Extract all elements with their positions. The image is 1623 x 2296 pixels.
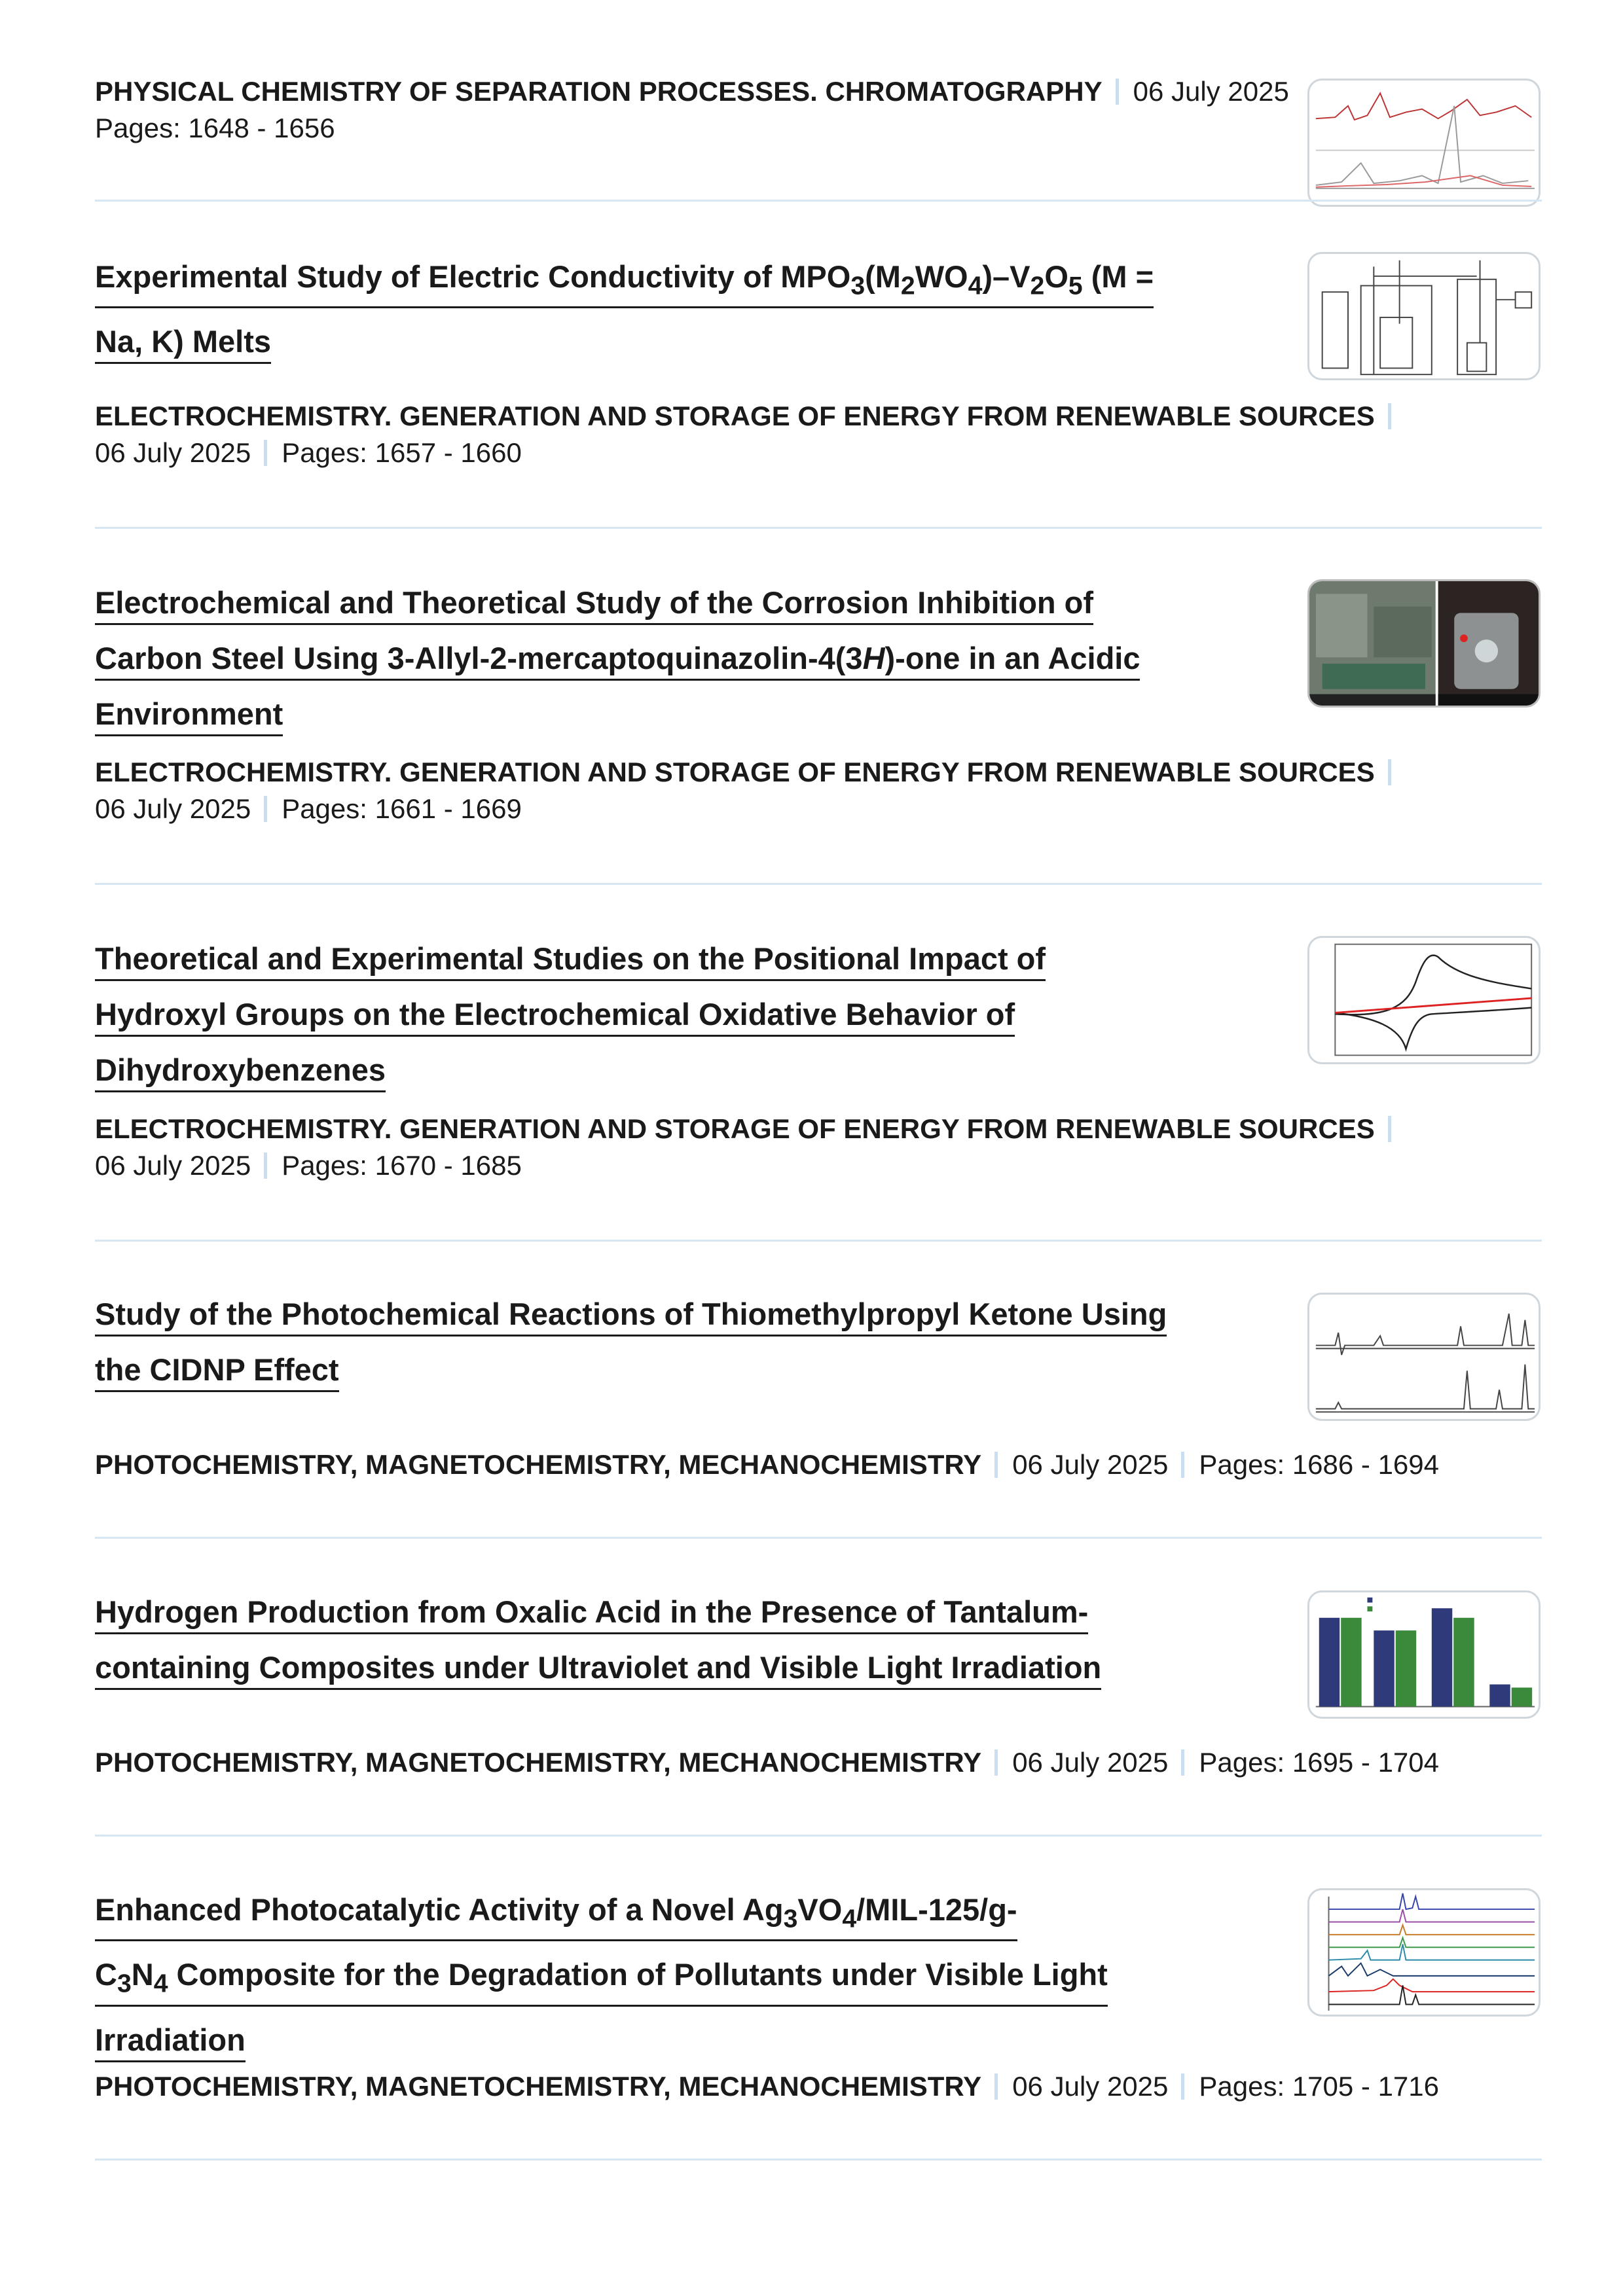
article-date: 06 July 2025 xyxy=(1133,76,1289,107)
title-line[interactable]: Irradiation xyxy=(95,2020,246,2062)
title-line[interactable]: Na, K) Melts xyxy=(95,321,271,364)
separator xyxy=(95,527,1542,529)
article-title[interactable] xyxy=(95,1289,1273,1401)
separator xyxy=(95,1835,1542,1837)
article-category[interactable]: PHOTOCHEMISTRY, MAGNETOCHEMISTRY, MECHANOCHEMISTRY xyxy=(95,1747,982,1778)
nmr-spectrum-thumbnail[interactable] xyxy=(1307,1293,1541,1421)
meta-divider xyxy=(264,796,267,822)
article-date: 06 July 2025 xyxy=(95,437,251,468)
article-category[interactable]: ELECTROCHEMISTRY. GENERATION AND STORAGE OF ENERGY FROM RENEWABLE SOURCES xyxy=(95,401,1375,431)
meta-divider xyxy=(1116,79,1119,105)
article-pages: Pages: 1661 - 1669 xyxy=(282,793,522,824)
article-date: 06 July 2025 xyxy=(1012,2071,1169,2102)
article-category[interactable]: ELECTROCHEMISTRY. GENERATION AND STORAGE OF ENERGY FROM RENEWABLE SOURCES xyxy=(95,1113,1375,1144)
meta-divider xyxy=(1181,1749,1184,1776)
article-meta xyxy=(95,73,1503,147)
article-meta xyxy=(95,1446,1503,1483)
xrd-pattern-thumbnail[interactable] xyxy=(1307,1888,1541,2017)
article-pages: Pages: 1686 - 1694 xyxy=(1199,1449,1440,1480)
article-date: 06 July 2025 xyxy=(95,1150,251,1181)
article-category[interactable]: PHOTOCHEMISTRY, MAGNETOCHEMISTRY, MECHANOCHEMISTRY xyxy=(95,1449,982,1480)
article-title[interactable] xyxy=(95,1885,1273,2071)
meta-divider xyxy=(1388,1116,1391,1142)
voltammogram-thumbnail[interactable] xyxy=(1307,936,1541,1064)
meta-divider xyxy=(1181,2073,1184,2100)
title-line[interactable]: $C_3N_4$ Composite for the Degradation of Pollutants under Visible Light xyxy=(95,1954,1108,2006)
article-pages: Pages: 1670 - 1685 xyxy=(282,1150,522,1181)
meta-divider xyxy=(994,1452,998,1478)
title-line[interactable]: Theoretical and Experimental Studies on the Positional Impact of xyxy=(95,939,1046,981)
article-meta xyxy=(95,2068,1503,2105)
article-pages: Pages: 1657 - 1660 xyxy=(282,437,522,468)
article-title[interactable] xyxy=(95,934,1273,1101)
separator xyxy=(95,200,1542,202)
article-category[interactable]: PHOTOCHEMISTRY, MAGNETOCHEMISTRY, MECHANOCHEMISTRY xyxy=(95,2071,982,2102)
meta-divider xyxy=(1388,759,1391,785)
title-line[interactable]: Hydroxyl Groups on the Electrochemical Oxidative Behavior of xyxy=(95,994,1015,1037)
article-meta xyxy=(95,1111,1503,1184)
title-line[interactable]: containing Composites under Ultraviolet and Visible Light Irradiation xyxy=(95,1647,1101,1690)
title-line[interactable]: Hydrogen Production from Oxalic Acid in the Presence of Tantalum- xyxy=(95,1592,1088,1634)
title-line[interactable]: Dihydroxybenzenes xyxy=(95,1050,386,1092)
article-title[interactable] xyxy=(95,1587,1273,1698)
meta-divider xyxy=(264,1153,267,1179)
article-title[interactable] xyxy=(95,252,1273,372)
article-title[interactable] xyxy=(95,578,1273,745)
title-line[interactable]: Carbon Steel Using 3-Allyl-2-mercaptoquinazolin-4(3H)-one in an Acidic xyxy=(95,638,1140,681)
article-date: 06 July 2025 xyxy=(1012,1747,1169,1778)
article-category[interactable]: ELECTROCHEMISTRY. GENERATION AND STORAGE OF ENERGY FROM RENEWABLE SOURCES xyxy=(95,757,1375,787)
article-date: 06 July 2025 xyxy=(95,793,251,824)
article-meta xyxy=(95,1744,1503,1781)
title-line[interactable]: Study of the Photochemical Reactions of Thiomethylpropyl Ketone Using xyxy=(95,1294,1167,1336)
article-pages: Pages: 1705 - 1716 xyxy=(1199,2071,1440,2102)
title-line[interactable]: Environment xyxy=(95,694,283,736)
lab-photo-thumbnail[interactable] xyxy=(1307,579,1541,708)
meta-divider xyxy=(1388,403,1391,429)
meta-divider xyxy=(264,440,267,466)
title-line[interactable]: Enhanced Photocatalytic Activity of a Novel $Ag_3VO_4/MIL-125/g-$ xyxy=(95,1890,1017,1941)
title-line[interactable]: Experimental Study of Electric Conductivity of $MPO_3(M_2WO_4)-V_2O_5$ (M = xyxy=(95,257,1154,308)
title-line[interactable]: Electrochemical and Theoretical Study of the Corrosion Inhibition of xyxy=(95,583,1093,625)
article-pages: Pages: 1695 - 1704 xyxy=(1199,1747,1440,1778)
article-pages: Pages: 1648 - 1656 xyxy=(95,113,335,143)
meta-divider xyxy=(1181,1452,1184,1478)
separator xyxy=(95,2159,1542,2161)
title-line[interactable]: the CIDNP Effect xyxy=(95,1350,339,1392)
article-meta xyxy=(95,754,1503,827)
apparatus-diagram-thumbnail[interactable] xyxy=(1307,252,1541,380)
separator xyxy=(95,883,1542,885)
separator xyxy=(95,1240,1542,1242)
article-category[interactable]: PHYSICAL CHEMISTRY OF SEPARATION PROCESSES. CHROMATOGRAPHY xyxy=(95,76,1103,107)
separator xyxy=(95,1537,1542,1539)
meta-divider xyxy=(994,1749,998,1776)
article-date: 06 July 2025 xyxy=(1012,1449,1169,1480)
meta-divider xyxy=(994,2073,998,2100)
bar-chart-thumbnail[interactable] xyxy=(1307,1590,1541,1719)
chromatogram-thumbnail[interactable] xyxy=(1307,79,1541,207)
article-meta xyxy=(95,398,1503,471)
